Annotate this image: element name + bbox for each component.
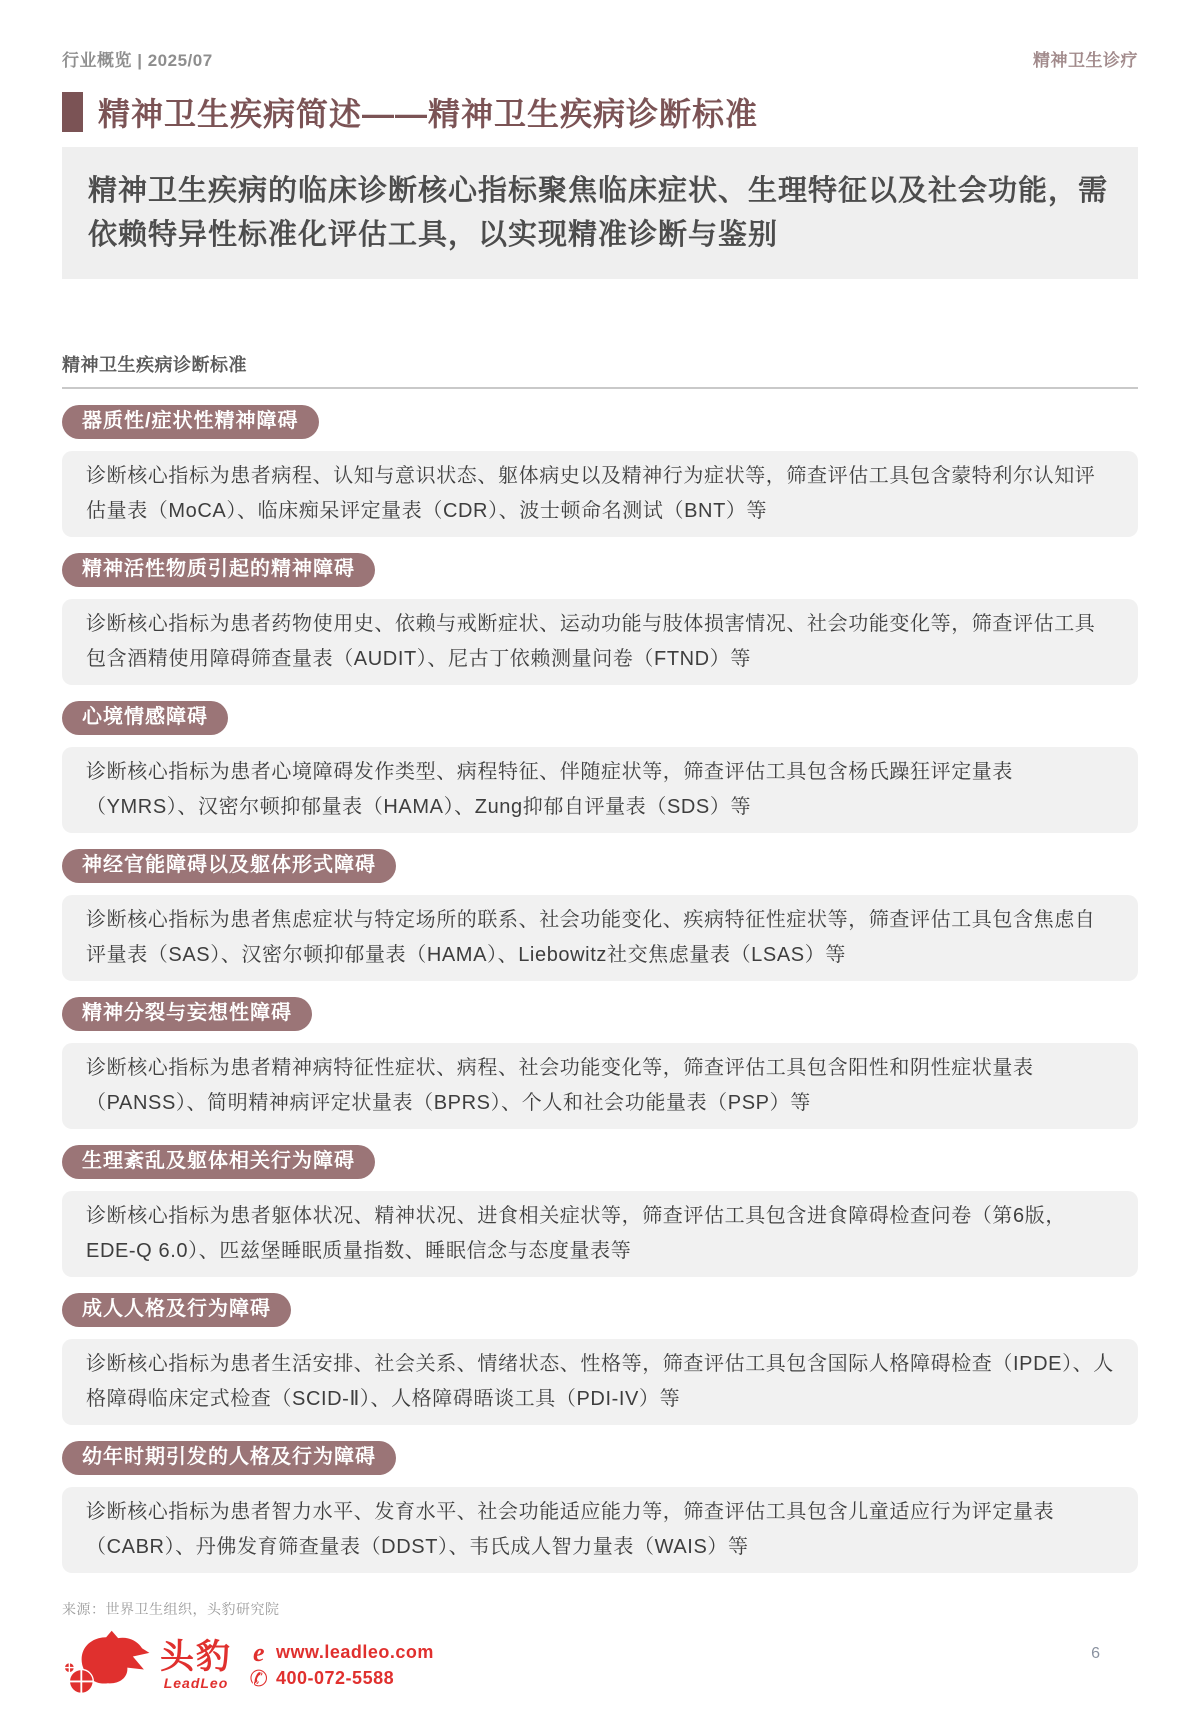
page-footer xyxy=(62,1626,1138,1705)
leadleo-logo xyxy=(62,1626,434,1705)
website-link[interactable]: www.leadleo.com xyxy=(276,1642,434,1662)
category-description: 诊断核心指标为患者心境障碍发作类型、病程特征、伴随症状等，筛查评估工具包含杨氏躁狂评定量表（YMRS）、汉密尔顿抑郁量表（HAMA）、Zung抑郁自评量表（SDS）等 xyxy=(62,747,1138,833)
source-note: 来源：世界卫生组织，头豹研究院 xyxy=(62,1601,280,1617)
website-row xyxy=(246,1637,434,1667)
category-description: 诊断核心指标为患者病程、认知与意识状态、躯体病史以及精神行为症状等，筛查评估工具包含蒙特利尔认知评估量表（MoCA）、临床痴呆评定量表（CDR）、波士顿命名测试（BNT）等 xyxy=(62,451,1138,537)
category-section-organic xyxy=(62,405,1138,537)
page-number: 6 xyxy=(1091,1645,1100,1662)
category-description: 诊断核心指标为患者智力水平、发育水平、社会功能适应能力等，筛查评估工具包含儿童适应行为评定量表（CABR）、丹佛发育筛查量表（DDST）、韦氏成人智力量表（WAIS）等 xyxy=(62,1487,1138,1573)
category-section-physiological xyxy=(62,1145,1138,1277)
category-badge: 精神分裂与妄想性障碍 xyxy=(62,997,312,1031)
category-section-mood xyxy=(62,701,1138,833)
page-title: 精神卫生疾病简述——精神卫生疾病诊断标准 xyxy=(98,96,759,132)
category-description: 诊断核心指标为患者躯体状况、精神状况、进食相关症状等，筛查评估工具包含进食障碍检查问卷（第6版，EDE-Q 6.0）、匹兹堡睡眠质量指数、睡眠信念与态度量表等 xyxy=(62,1191,1138,1277)
category-description: 诊断核心指标为患者焦虑症状与特定场所的联系、社会功能变化、疾病特征性症状等，筛查评估工具包含焦虑自评量表（SAS）、汉密尔顿抑郁量表（HAMA）、Liebowitz社交焦虑量表（LSAS）等 xyxy=(62,895,1138,981)
browser-icon: e xyxy=(252,1637,266,1667)
title-accent-block xyxy=(62,92,83,132)
category-section-childhood-onset xyxy=(62,1441,1138,1573)
category-badge: 成人人格及行为障碍 xyxy=(62,1293,291,1327)
category-description: 诊断核心指标为患者精神病特征性症状、病程、社会功能变化等，筛查评估工具包含阳性和阴性症状量表（PANSS）、简明精神病评定状量表（BPRS）、个人和社会功能量表（PSP）等 xyxy=(62,1043,1138,1129)
category-badge: 幼年时期引发的人格及行为障碍 xyxy=(62,1441,396,1475)
report-series-label: 行业概览 | 2025/07 xyxy=(62,51,213,70)
contact-info xyxy=(246,1637,434,1691)
category-badge: 精神活性物质引起的精神障碍 xyxy=(62,553,375,587)
section-label: 精神卫生疾病诊断标准 xyxy=(62,355,247,375)
phone-icon: ✆ xyxy=(249,1665,269,1691)
category-section-substance xyxy=(62,553,1138,685)
page-header xyxy=(62,0,1138,71)
leopard-icon xyxy=(62,1626,154,1705)
phone-row xyxy=(246,1665,434,1691)
category-description: 诊断核心指标为患者药物使用史、依赖与戒断症状、运动功能与肢体损害情况、社会功能变化等，筛查评估工具包含酒精使用障碍筛查量表（AUDIT）、尼古丁依赖测量问卷（FTND）等 xyxy=(62,599,1138,685)
category-badge: 心境情感障碍 xyxy=(62,701,228,735)
category-badge: 器质性/症状性精神障碍 xyxy=(62,405,319,439)
brand-name xyxy=(160,1637,232,1692)
key-insight-box: 精神卫生疾病的临床诊断核心指标聚焦临床症状、生理特征以及社会功能，需依赖特异性标准化评估工具，以实现精准诊断与鉴别 xyxy=(62,147,1138,279)
title-row xyxy=(62,89,1138,135)
report-topic-label: 精神卫生诊疗 xyxy=(1033,51,1138,70)
category-badge: 神经官能障碍以及躯体形式障碍 xyxy=(62,849,396,883)
brand-name-en: LeadLeo xyxy=(163,1675,229,1692)
phone-number: 400-072-5588 xyxy=(276,1668,395,1688)
category-section-neurotic xyxy=(62,849,1138,981)
category-description: 诊断核心指标为患者生活安排、社会关系、情绪状态、性格等，筛查评估工具包含国际人格障碍检查（IPDE）、人格障碍临床定式检查（SCID-Ⅱ）、人格障碍晤谈工具（PDI-IV）等 xyxy=(62,1339,1138,1425)
category-section-schizophrenia xyxy=(62,997,1138,1129)
section-label-row xyxy=(62,351,1138,389)
brand-name-cn: 头豹 xyxy=(160,1637,232,1676)
category-section-adult-personality xyxy=(62,1293,1138,1425)
category-badge: 生理紊乱及躯体相关行为障碍 xyxy=(62,1145,375,1179)
